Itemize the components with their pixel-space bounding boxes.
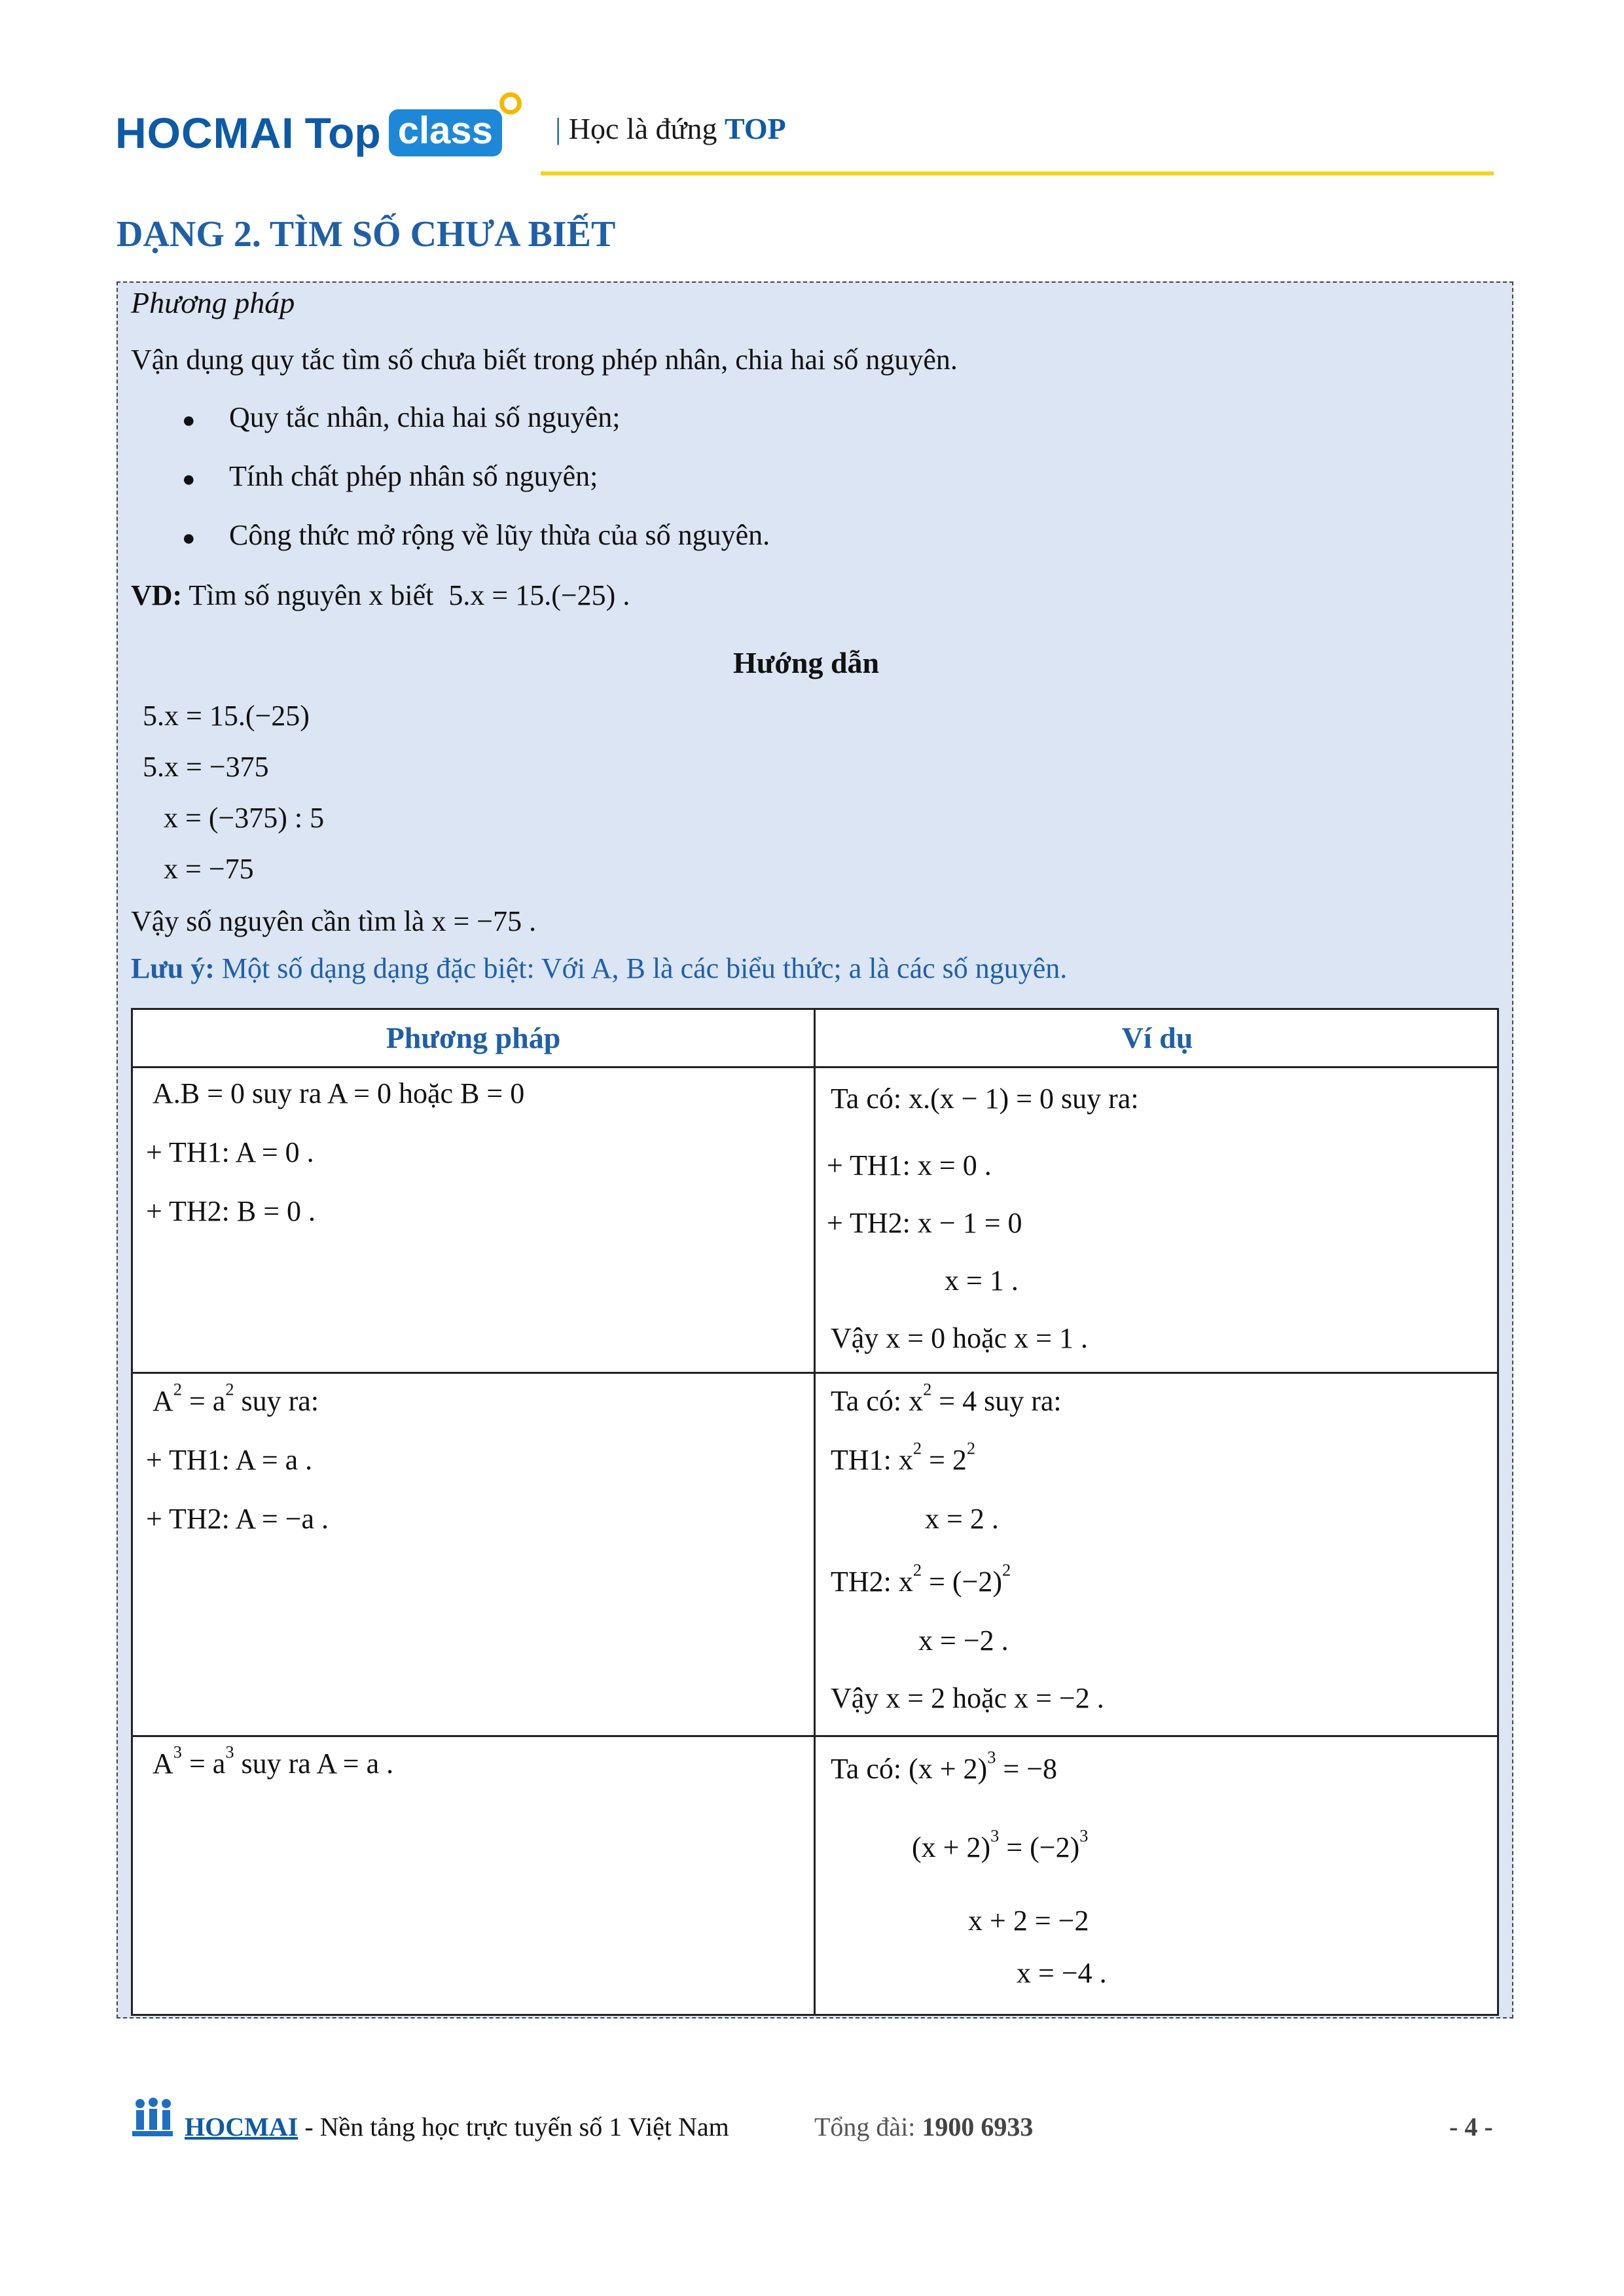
row-divider <box>133 1372 1497 1374</box>
footer-brand-link[interactable]: HOCMAI <box>185 2112 298 2142</box>
solution-step: 5.x = −375 <box>143 751 269 783</box>
solution-step: x = −75 <box>164 853 254 885</box>
section-title: DẠNG 2. TÌM SỐ CHƯA BIẾT <box>117 214 616 255</box>
special-forms-table <box>131 1008 1499 2016</box>
note-line <box>131 953 1067 984</box>
exponent: 3 <box>1079 1825 1089 1846</box>
slogan-text: Học là đứng <box>568 112 717 145</box>
row3-example-line: x = −4 . <box>1017 1957 1107 1989</box>
footer-hotline <box>814 2111 1033 2142</box>
slogan-top: TOP <box>724 112 786 145</box>
column-divider <box>814 1010 816 2014</box>
row2-example-line <box>831 1560 1011 1598</box>
slogan-bar: | <box>555 112 562 145</box>
vd-expression: 5.x = 15.(−25) . <box>448 579 630 611</box>
row3-example-line <box>912 1825 1089 1863</box>
row2-ex-b: = (−2) <box>922 1566 1003 1598</box>
exponent: 3 <box>987 1747 996 1767</box>
solution-step: x = (−375) : 5 <box>164 802 325 834</box>
note-text: Một số dạng dạng đặc biệt: Với A, B là các biểu thức; a là các số nguyên. <box>221 952 1068 984</box>
bullet-dot-icon: ● <box>182 408 196 433</box>
column-header-example: Ví dụ <box>1121 1021 1193 1054</box>
bullet-dot-icon: ● <box>182 526 196 550</box>
logo-class-text: class <box>397 109 493 152</box>
column-header-method: Phương pháp <box>386 1021 561 1054</box>
row-divider <box>133 1735 1497 1737</box>
row2-method-line: + TH1: A = a . <box>146 1444 313 1476</box>
row3-ex-a: (x + 2) <box>912 1831 991 1863</box>
vd-label: VD: <box>131 579 183 611</box>
hocmai-people-icon <box>131 2097 174 2139</box>
row3-method-line <box>153 1742 394 1780</box>
row3-method-c: suy ra A = a . <box>234 1748 394 1780</box>
exponent: 2 <box>225 1379 234 1399</box>
bullet-dot-icon: ● <box>182 467 196 492</box>
bullet-item: Công thức mở rộng về lũy thừa của số nguyên. <box>229 519 770 551</box>
page-number: - 4 - <box>1449 2112 1493 2142</box>
hocmai-topclass-logo <box>115 97 502 169</box>
exponent: 3 <box>990 1825 1000 1846</box>
method-intro: Vận dụng quy tắc tìm số chưa biết trong phép nhân, chia hai số nguyên. <box>131 344 958 376</box>
row1-method-line: + TH1: A = 0 . <box>146 1136 314 1168</box>
gear-icon <box>499 92 522 115</box>
bullet-item: Tính chất phép nhân số nguyên; <box>229 460 598 492</box>
row2-method-a: A <box>153 1385 173 1417</box>
row1-method-line: A.B = 0 suy ra A = 0 hoặc B = 0 <box>153 1077 525 1109</box>
hotline-number: 1900 6933 <box>922 2112 1034 2142</box>
row2-example-line <box>831 1438 976 1476</box>
footer-tagline <box>185 2111 729 2142</box>
row1-example-line: Ta có: x.(x − 1) = 0 suy ra: <box>831 1083 1139 1115</box>
slogan <box>555 111 786 146</box>
row2-ex-a: TH1: x <box>831 1444 913 1476</box>
guide-title: Hướng dẫn <box>733 646 880 679</box>
logo-top-text: Top <box>304 109 381 157</box>
solution-conclusion: Vậy số nguyên cần tìm là x = −75 . <box>131 905 537 937</box>
row3-example-line: x + 2 = −2 <box>968 1905 1089 1937</box>
row2-ex-a: TH2: x <box>831 1566 913 1598</box>
row2-method-c: suy ra: <box>234 1385 319 1417</box>
logo-class-badge <box>389 109 502 156</box>
row2-ex-b: = 4 suy ra: <box>931 1385 1062 1417</box>
row3-method-a: A <box>153 1748 173 1780</box>
row3-example-line <box>831 1747 1058 1785</box>
row1-method-line: + TH2: B = 0 . <box>146 1195 316 1227</box>
row1-example-line: x = 1 . <box>945 1265 1019 1297</box>
bullet-item: Quy tắc nhân, chia hai số nguyên; <box>229 401 621 433</box>
row2-example-line: Vậy x = 2 hoặc x = −2 . <box>831 1682 1104 1714</box>
row2-ex-b: = 2 <box>922 1444 967 1476</box>
row2-ex-a: Ta có: x <box>831 1385 924 1417</box>
row1-example-line: + TH1: x = 0 . <box>827 1149 992 1181</box>
header-divider <box>541 171 1494 175</box>
exponent: 2 <box>923 1379 932 1399</box>
hotline-label: Tổng đài: <box>814 2112 916 2142</box>
row2-example-line: x = 2 . <box>925 1503 999 1535</box>
exponent: 3 <box>173 1742 182 1762</box>
row-divider <box>133 1066 1497 1068</box>
exponent: 2 <box>912 1560 922 1580</box>
row3-method-b: = a <box>181 1748 226 1780</box>
vd-text: Tìm số nguyên x biết <box>189 579 434 611</box>
logo-hocmai-text: HOCMAI <box>115 109 295 157</box>
exponent: 2 <box>173 1379 182 1399</box>
row2-method-line <box>153 1379 319 1417</box>
exponent: 2 <box>966 1438 976 1458</box>
row3-ex-a: Ta có: (x + 2) <box>831 1753 988 1785</box>
footer-tagline-text: - Nền tảng học trực tuyến số 1 Việt Nam <box>298 2112 729 2142</box>
row2-example-line: x = −2 . <box>918 1624 1009 1657</box>
method-heading: Phương pháp <box>131 286 295 319</box>
row2-method-line: + TH2: A = −a . <box>146 1503 329 1535</box>
exponent: 3 <box>225 1742 234 1762</box>
row3-ex-b: = −8 <box>996 1753 1058 1785</box>
row3-ex-b: = (−2) <box>999 1831 1080 1863</box>
row2-method-b: = a <box>181 1385 226 1417</box>
solution-step: 5.x = 15.(−25) <box>143 700 310 732</box>
row1-example-line: Vậy x = 0 hoặc x = 1 . <box>831 1322 1088 1354</box>
row2-example-line <box>831 1379 1062 1417</box>
example-line <box>131 580 630 611</box>
note-label: Lưu ý: <box>131 952 215 984</box>
exponent: 2 <box>1002 1560 1011 1580</box>
row1-example-line: + TH2: x − 1 = 0 <box>827 1207 1022 1239</box>
exponent: 2 <box>912 1438 922 1458</box>
